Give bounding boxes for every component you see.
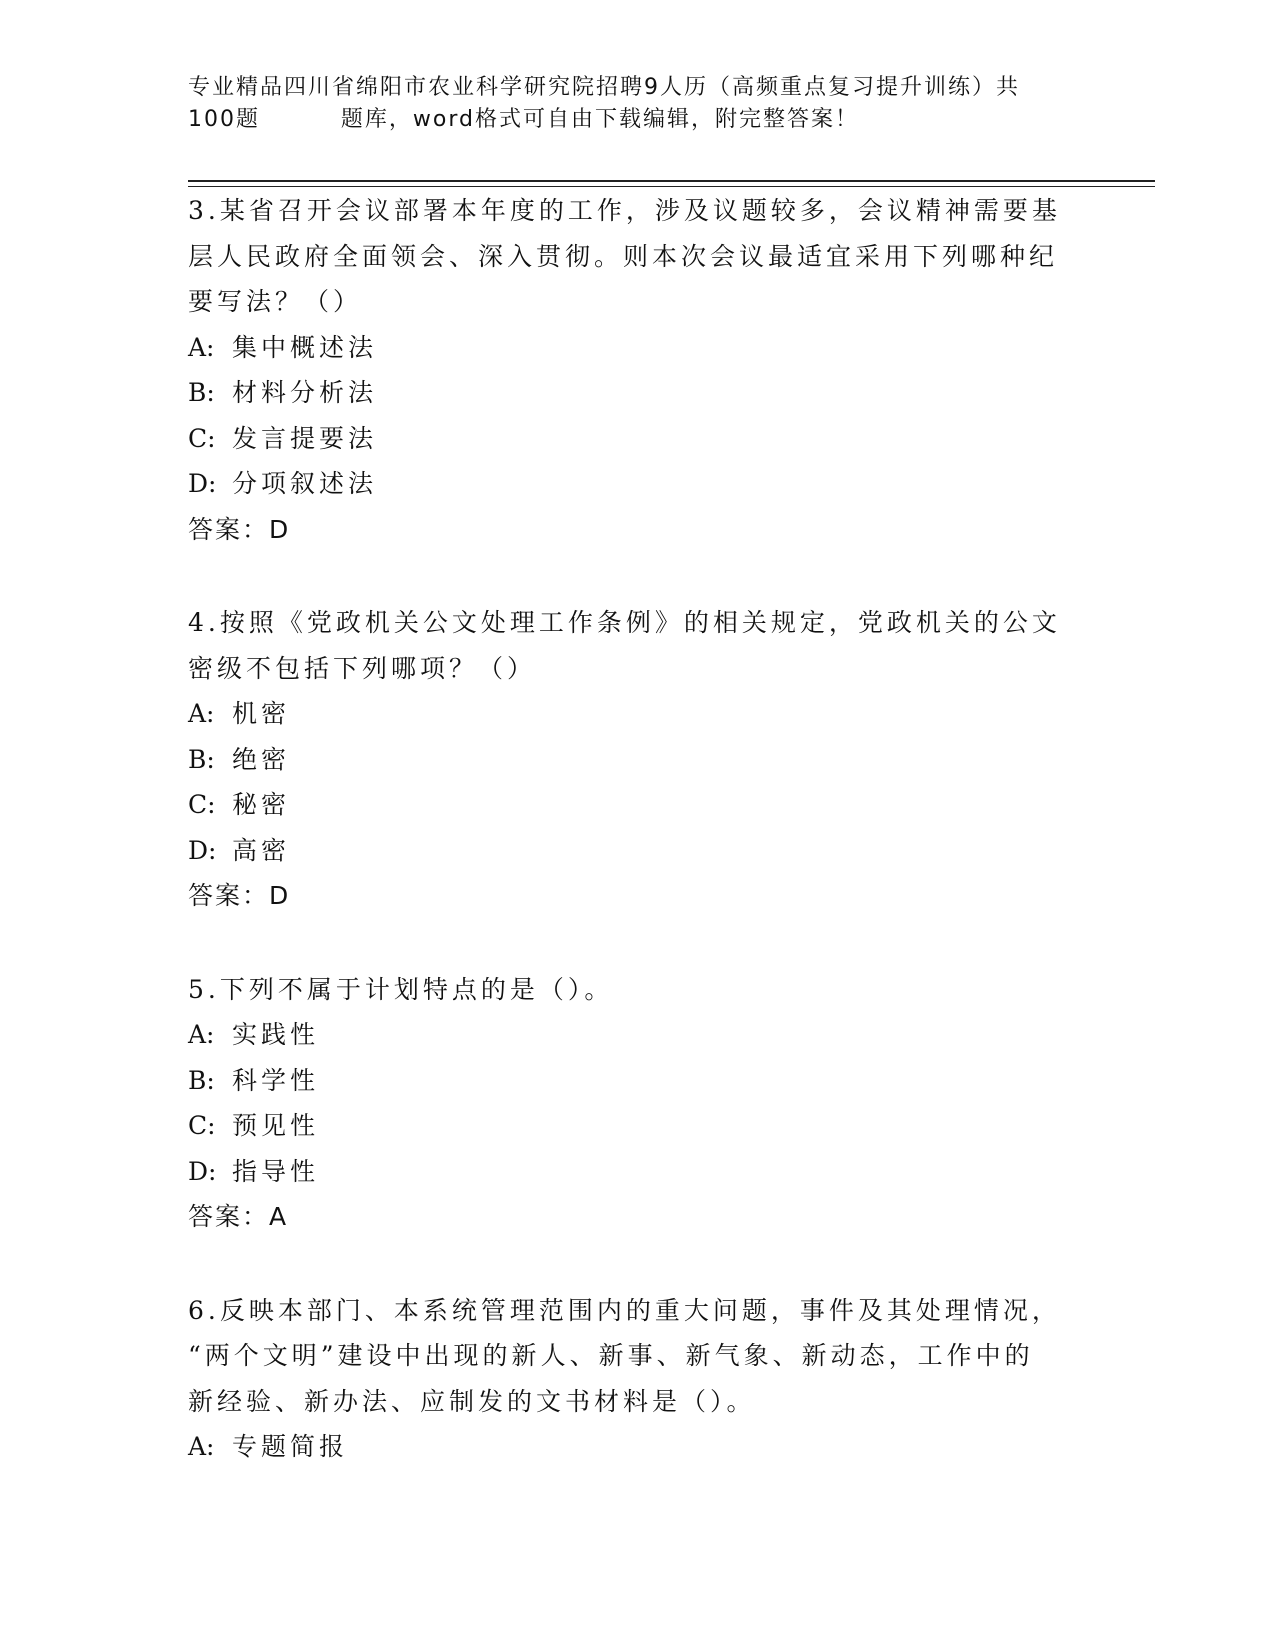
option-text: 科学性	[232, 1065, 320, 1095]
answer-line: 答案：A	[188, 1202, 289, 1231]
question-list	[188, 188, 1088, 1518]
question-text-line: 6.反映本部门、本系统管理范围内的重大问题，事件及其处理情况，	[188, 1295, 1061, 1325]
option-c	[188, 416, 1088, 462]
option-b	[188, 370, 1088, 416]
option-key: D:	[188, 469, 217, 498]
question-5	[188, 967, 1088, 1240]
option-key: A:	[188, 1020, 215, 1049]
option-b	[188, 737, 1088, 783]
option-c	[188, 1103, 1088, 1149]
option-c	[188, 782, 1088, 828]
option-key: A:	[188, 332, 215, 362]
question-text-line: 层人民政府全面领会、深入贯彻。则本次会议最适宜采用下列哪种纪	[188, 241, 1059, 271]
option-text: 机密	[232, 699, 291, 728]
option-text: 发言提要法	[232, 423, 378, 453]
option-text: 集中概述法	[232, 332, 378, 362]
header-rule-thick	[188, 180, 1155, 182]
option-d	[188, 828, 1088, 874]
option-a	[188, 1424, 1088, 1470]
option-text: 绝密	[232, 744, 291, 774]
question-text-line: 3.某省召开会议部署本年度的工作，涉及议题较多，会议精神需要基	[188, 196, 1061, 225]
option-text: 指导性	[232, 1156, 320, 1186]
option-key: A:	[188, 699, 215, 728]
option-key: A:	[188, 1432, 215, 1461]
option-a	[188, 691, 1088, 737]
header-rule-thin	[188, 186, 1155, 187]
option-text: 实践性	[232, 1020, 320, 1049]
answer-line: 答案：D	[188, 881, 291, 910]
option-key: D:	[188, 1156, 217, 1186]
question-3	[188, 188, 1088, 552]
question-6	[188, 1288, 1088, 1470]
option-text: 材料分析法	[232, 378, 378, 407]
document-header	[188, 72, 1068, 136]
option-key: D:	[188, 835, 217, 865]
option-key: B:	[188, 378, 215, 407]
option-key: C:	[188, 790, 216, 819]
option-d	[188, 1149, 1088, 1195]
question-4	[188, 600, 1088, 919]
option-b	[188, 1058, 1088, 1104]
question-text-line: 新经验、新办法、应制发的文书材料是（）。	[188, 1386, 756, 1416]
header-line-1: 专业精品四川省绵阳市农业科学研究院招聘9人历（高频重点复习提升训练）共	[188, 75, 1020, 100]
header-line-2: 100题 题库，word格式可自由下载编辑，附完整答案！	[188, 107, 860, 132]
option-text: 专题简报	[232, 1432, 349, 1461]
option-text: 分项叙述法	[232, 469, 378, 498]
option-key: B:	[188, 1065, 215, 1095]
option-key: C:	[188, 1111, 216, 1140]
question-text-line: 4.按照《党政机关公文处理工作条例》的相关规定，党政机关的公文	[188, 608, 1061, 637]
option-text: 预见性	[232, 1111, 320, 1140]
option-key: B:	[188, 744, 215, 774]
option-text: 秘密	[232, 790, 291, 819]
answer-line: 答案：D	[188, 514, 291, 544]
option-a	[188, 325, 1088, 371]
option-d	[188, 461, 1088, 507]
question-text-line: “两个文明”建设中出现的新人、新事、新气象、新动态，工作中的	[188, 1341, 1034, 1370]
question-text-line: 要写法？（）	[188, 287, 363, 316]
question-text-line: 密级不包括下列哪项？（）	[188, 653, 537, 683]
option-a	[188, 1012, 1088, 1058]
option-text: 高密	[232, 835, 291, 865]
question-text-line: 5.下列不属于计划特点的是（）。	[188, 974, 614, 1004]
option-key: C:	[188, 423, 216, 453]
